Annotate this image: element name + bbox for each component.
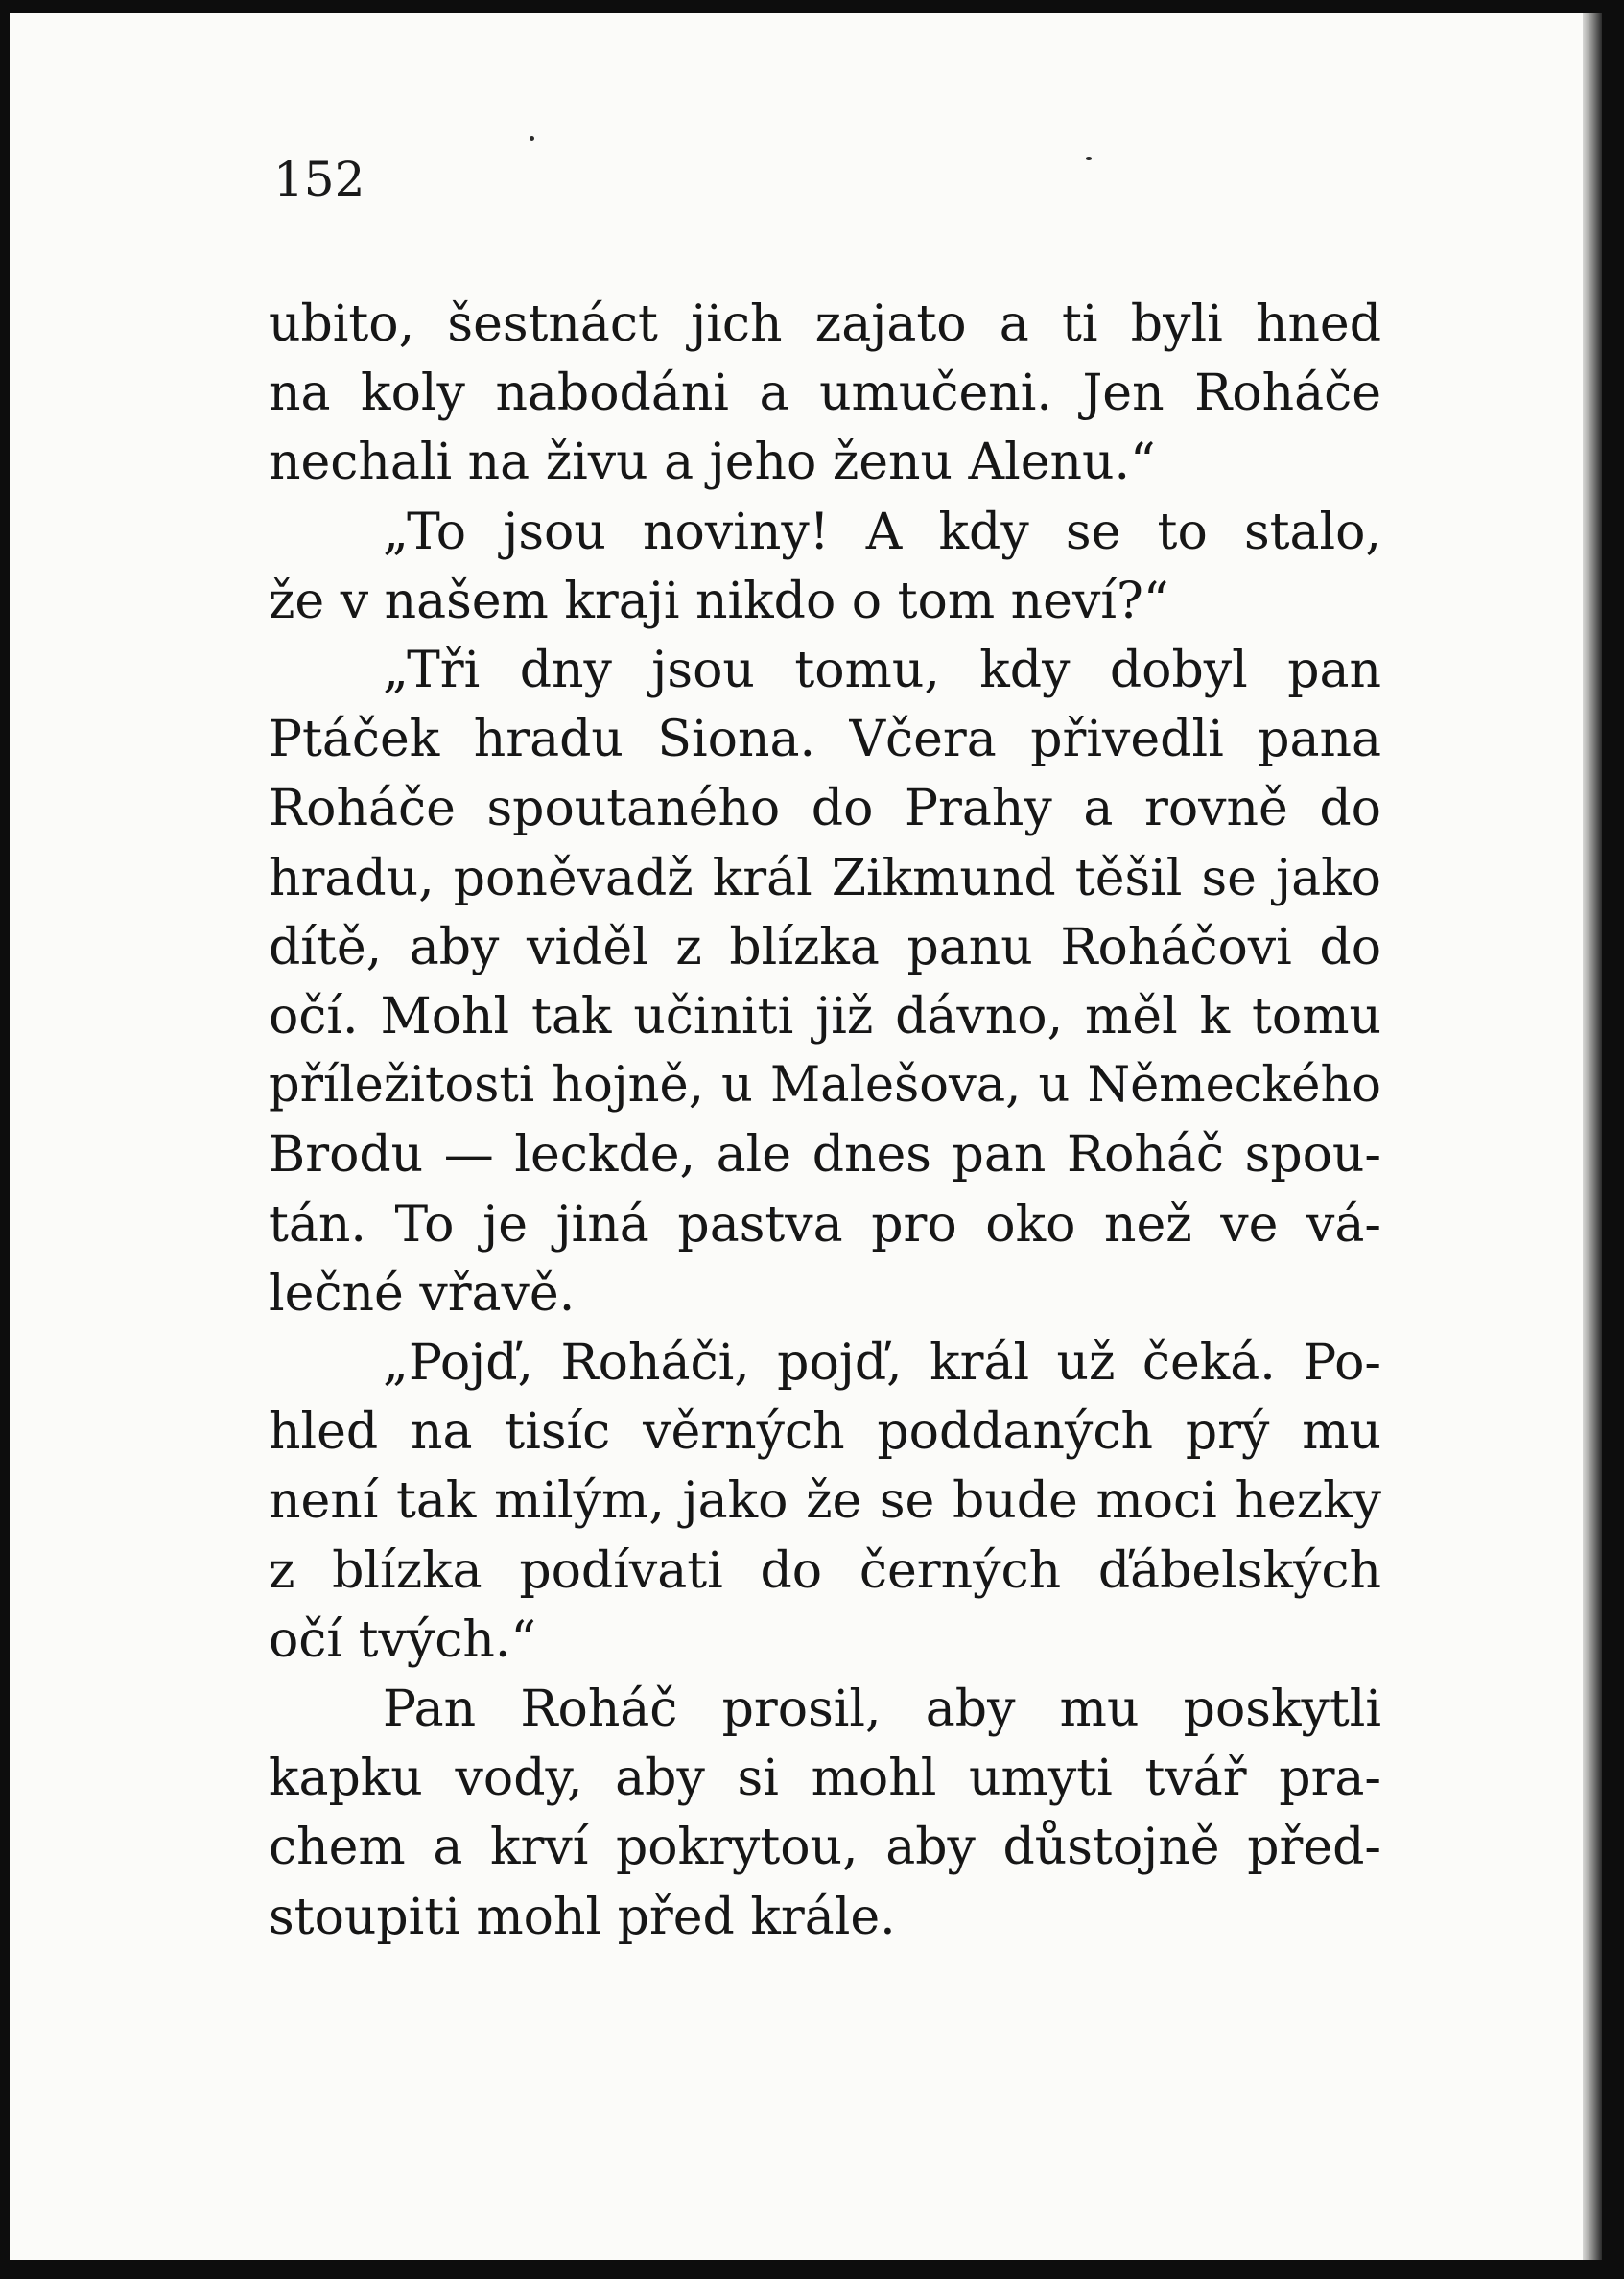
book-page [10,13,1583,2260]
text-line: Roháče spoutaného do Prahy a rovně do [269,780,1381,838]
print-speck [1086,157,1092,160]
text-line: na koly nabodáni a umučeni. Jen Roháče [269,364,1381,423]
text-line: hled na tisíc věrných poddaných prý mu [269,1403,1381,1462]
text-line: chem a krví pokrytou, aby důstojně před- [269,1819,1381,1877]
text-line: „Pojď, Roháči, pojď, král už čeká. Po- [383,1334,1381,1393]
text-line: Brodu — leckde, ale dnes pan Roháč spou- [269,1126,1381,1185]
text-line: Pan Roháč prosil, aby mu poskytli [383,1680,1381,1739]
text-line: Ptáček hradu Siona. Včera přivedli pana [269,711,1381,769]
text-line: očí. Mohl tak učiniti již dávno, měl k tomu [269,988,1381,1046]
text-line: hradu, poněvadž král Zikmund těšil se jako [269,849,1381,907]
text-line: kapku vody, aby si mohl umyti tvář pra- [269,1750,1381,1808]
text-line: lečné vřavě. [269,1264,576,1323]
body-text [269,290,1381,1952]
text-line: dítě, aby viděl z blízka panu Roháčovi do [269,918,1381,976]
text-line: ubito, šestnáct jich zajato a ti byli hned [269,295,1381,353]
text-line: „To jsou noviny! A kdy se to stalo, [383,503,1381,561]
text-line: není tak milým, jako že se bude moci hezky [269,1472,1381,1531]
text-line: stoupiti mohl před krále. [269,1888,896,1946]
print-speck [530,136,534,141]
page-number: 152 [273,152,365,207]
page-edge [1583,13,1602,2260]
text-line: z blízka podívati do černých ďábelských [269,1541,1381,1600]
text-line: tán. To je jiná pastva pro oko než ve vá- [269,1195,1381,1254]
text-line: „Tři dny jsou tomu, kdy dobyl pan [383,642,1381,700]
text-line: že v našem kraji nikdo o tom neví?“ [269,572,1169,630]
text-line: nechali na živu a jeho ženu Alenu.“ [269,434,1156,492]
text-line: očí tvých.“ [269,1610,536,1669]
text-line: příležitosti hojně, u Malešova, u Německého [269,1057,1381,1115]
